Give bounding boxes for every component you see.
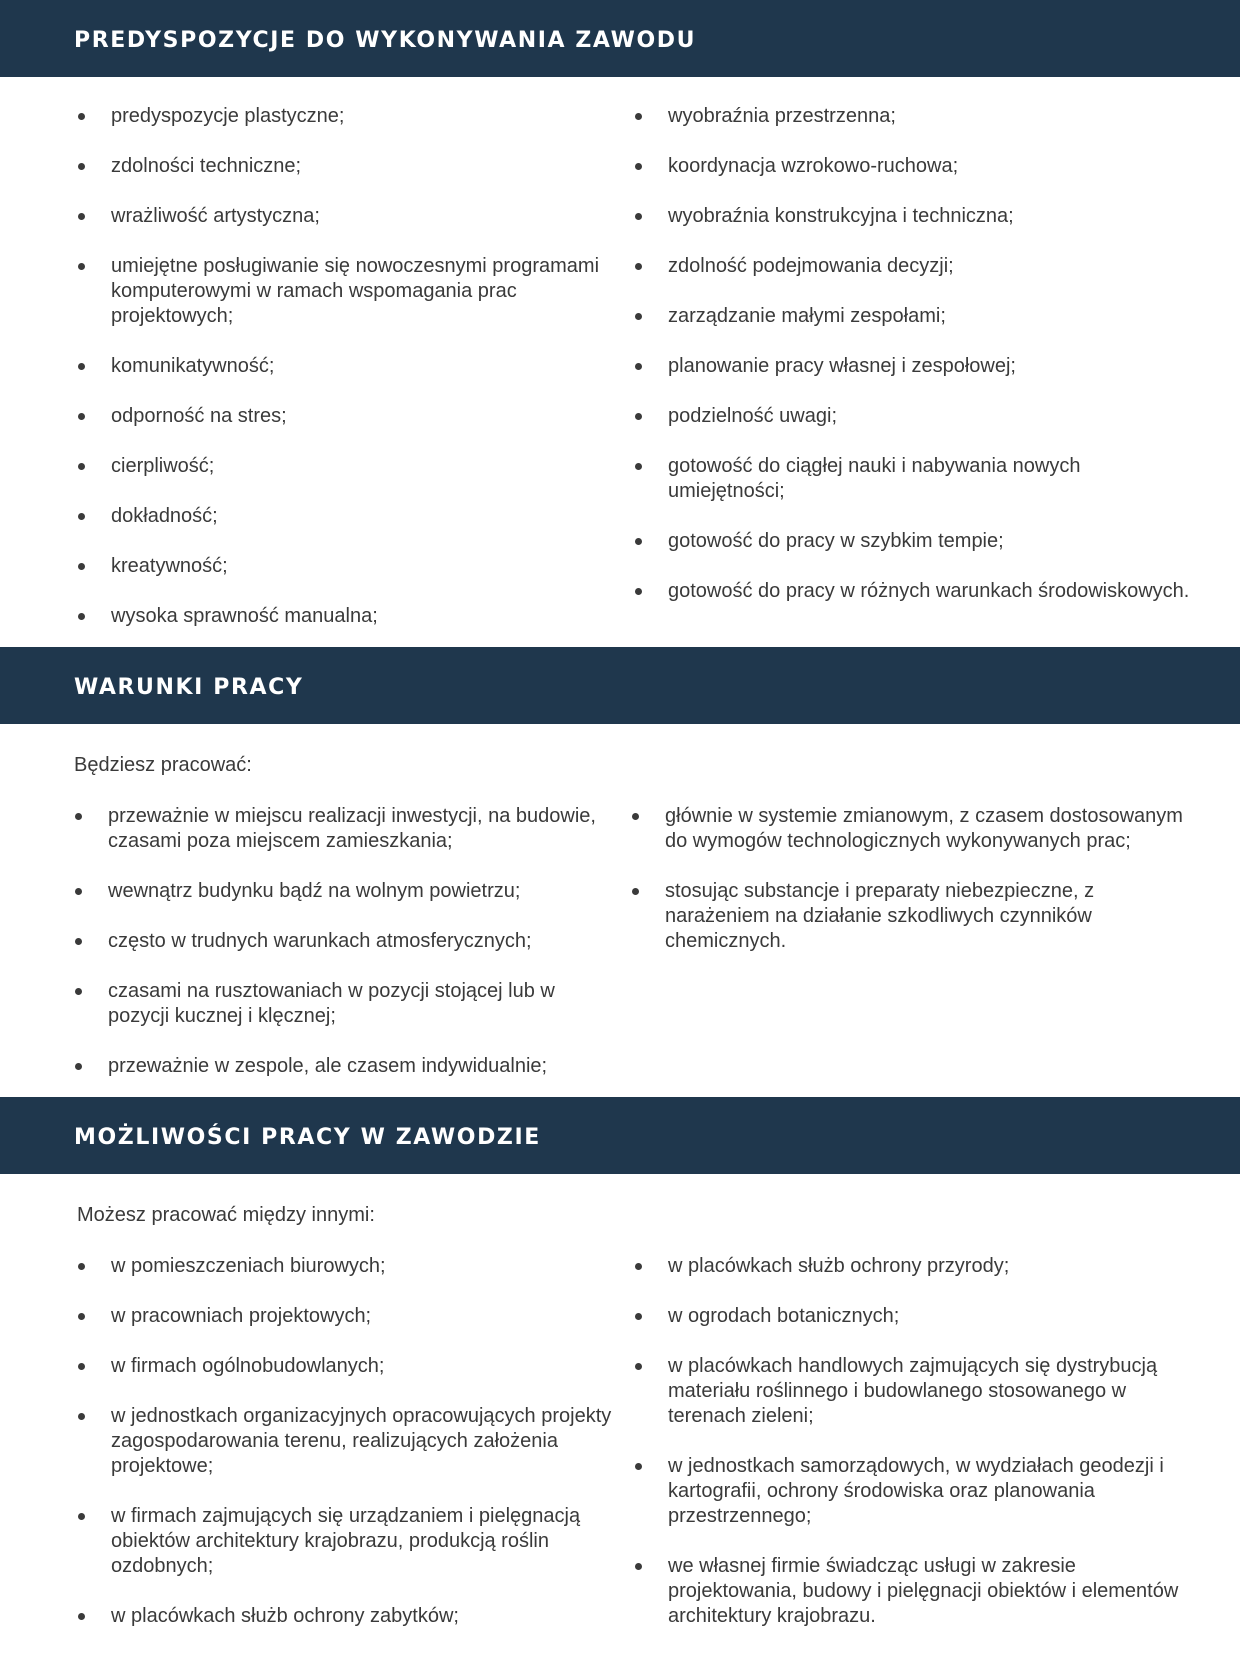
bullet-icon [635, 1363, 642, 1370]
warunki-intro: Będziesz pracować: [74, 754, 252, 776]
list-item-text: zarządzanie małymi zespołami; [668, 305, 946, 327]
list-item [633, 154, 1193, 179]
bullet-icon [78, 213, 85, 220]
list-item-text: przeważnie w zespole, ale czasem indywidualnie; [108, 1055, 548, 1077]
list-item-text: w placówkach służb ochrony przyrody; [668, 1255, 1010, 1277]
bullet-icon [635, 1313, 642, 1320]
list-item-text: umiejętne posługiwanie się nowoczesnymi programami komputerowymi w ramach wspomagania prac projektowych; [111, 255, 600, 327]
list-item [76, 404, 616, 429]
list-item [633, 1554, 1193, 1629]
list-item-text: w jednostkach organizacyjnych opracowujących projekty zagospodarowania terenu, realizujących założenia projektowe; [111, 1405, 612, 1477]
bullet-icon [635, 313, 642, 320]
bullet-icon [635, 463, 642, 470]
bullet-icon [78, 113, 85, 120]
list-item-text: wyobraźnia przestrzenna; [668, 105, 896, 127]
list-item [73, 879, 613, 904]
list-item [76, 1504, 616, 1579]
list-item-text: cierpliwość; [111, 455, 215, 477]
mozliwosci-intro: Możesz pracować między innymi: [77, 1204, 375, 1226]
list-item [633, 1454, 1193, 1529]
section-header-warunki [0, 647, 1240, 724]
section-header-predyspozycje [0, 0, 1240, 77]
list-item [73, 804, 613, 854]
list-item [76, 554, 616, 579]
list-item [76, 1304, 616, 1329]
bullet-icon [632, 888, 639, 895]
list-item [633, 304, 1193, 329]
list-item-text: w pomieszczeniach biurowych; [111, 1255, 386, 1277]
bullet-icon [78, 413, 85, 420]
list-item [633, 529, 1193, 554]
list-item [76, 104, 616, 129]
bullet-icon [635, 413, 642, 420]
list-item-text: gotowość do pracy w szybkim tempie; [668, 530, 1004, 552]
bullet-icon [635, 263, 642, 270]
list-item-text: koordynacja wzrokowo-ruchowa; [668, 155, 959, 177]
bullet-icon [78, 613, 85, 620]
list-item [633, 1254, 1193, 1279]
list-item [76, 454, 616, 479]
list-item-text: wewnątrz budynku bądź na wolnym powietrzu; [108, 880, 521, 902]
list-item [76, 254, 616, 329]
bullet-icon [78, 263, 85, 270]
bullet-icon [78, 1263, 85, 1270]
bullet-icon [78, 513, 85, 520]
bullet-icon [635, 1563, 642, 1570]
list-item [73, 1054, 613, 1079]
bullet-icon [78, 463, 85, 470]
list-item-text: w firmach zajmujących się urządzaniem i pielęgnacją obiektów architektury krajobrazu, produkcją roślin ozdobnych; [111, 1505, 581, 1577]
list-item [633, 404, 1193, 429]
list-item-text: w pracowniach projektowych; [111, 1305, 372, 1327]
predyspozycje-list-right [633, 104, 1193, 629]
section-header-mozliwosci [0, 1097, 1240, 1174]
list-item [633, 254, 1193, 279]
list-item-text: w placówkach handlowych zajmujących się dystrybucją materiału roślinnego i budowlanego stosowanego w terenach zieleni; [668, 1355, 1158, 1427]
mozliwosci-list-left [76, 1254, 616, 1654]
bullet-icon [78, 163, 85, 170]
mozliwosci-list-right [633, 1254, 1193, 1654]
bullet-icon [635, 213, 642, 220]
list-item [76, 1254, 616, 1279]
list-item-text: w placówkach służb ochrony zabytków; [111, 1605, 459, 1627]
list-item-text: predyspozycje plastyczne; [111, 105, 345, 127]
list-item [633, 354, 1193, 379]
list-item-text: wysoka sprawność manualna; [111, 605, 378, 627]
list-item [76, 1404, 616, 1479]
list-item-text: podzielność uwagi; [668, 405, 837, 427]
list-item-text: zdolność podejmowania decyzji; [668, 255, 954, 277]
bullet-icon [75, 888, 82, 895]
list-item [73, 929, 613, 954]
list-item [630, 804, 1190, 854]
bullet-icon [75, 988, 82, 995]
warunki-list-left [73, 804, 613, 1104]
section-title-warunki: WARUNKI PRACY [74, 675, 304, 700]
list-item [76, 504, 616, 529]
bullet-icon [78, 1413, 85, 1420]
bullet-icon [78, 1363, 85, 1370]
bullet-icon [635, 113, 642, 120]
list-item [76, 204, 616, 229]
bullet-icon [635, 588, 642, 595]
list-item-text: często w trudnych warunkach atmosferycznych; [108, 930, 532, 952]
bullet-icon [635, 163, 642, 170]
list-item-text: stosując substancje i preparaty niebezpieczne, z narażeniem na działanie szkodliwych czynników chemicznych. [665, 880, 1095, 952]
list-item-text: planowanie pracy własnej i zespołowej; [668, 355, 1016, 377]
list-item [76, 354, 616, 379]
list-item [630, 879, 1190, 954]
section-title-mozliwosci: MOŻLIWOŚCI PRACY W ZAWODZIE [74, 1125, 541, 1150]
list-item [633, 1354, 1193, 1429]
list-item [76, 1354, 616, 1379]
bullet-icon [632, 813, 639, 820]
bullet-icon [75, 938, 82, 945]
list-item-text: gotowość do ciągłej nauki i nabywania nowych umiejętności; [668, 455, 1081, 502]
list-item-text: w firmach ogólnobudowlanych; [111, 1355, 385, 1377]
list-item [633, 579, 1193, 604]
list-item [76, 154, 616, 179]
list-item-text: wrażliwość artystyczna; [111, 205, 320, 227]
list-item-text: przeważnie w miejscu realizacji inwestycji, na budowie, czasami poza miejscem zamieszkania; [108, 805, 596, 852]
list-item [633, 104, 1193, 129]
bullet-icon [78, 1513, 85, 1520]
list-item-text: komunikatywność; [111, 355, 275, 377]
bullet-icon [78, 363, 85, 370]
section-title-predyspozycje: PREDYSPOZYCJE DO WYKONYWANIA ZAWODU [74, 28, 697, 53]
list-item [633, 204, 1193, 229]
list-item-text: kreatywność; [111, 555, 228, 577]
list-item-text: dokładność; [111, 505, 218, 527]
list-item [76, 1604, 616, 1629]
list-item-text: w jednostkach samorządowych, w wydziałach geodezji i kartografii, ochrony środowiska oraz planowania przestrzennego; [668, 1455, 1164, 1527]
warunki-list-right [630, 804, 1190, 979]
bullet-icon [78, 1613, 85, 1620]
list-item [633, 1304, 1193, 1329]
list-item-text: głównie w systemie zmianowym, z czasem dostosowanym do wymogów technologicznych wykonywanych prac; [665, 805, 1183, 852]
bullet-icon [78, 1313, 85, 1320]
bullet-icon [635, 538, 642, 545]
bullet-icon [78, 563, 85, 570]
list-item-text: w ogrodach botanicznych; [668, 1305, 900, 1327]
list-item [633, 454, 1193, 504]
bullet-icon [75, 813, 82, 820]
list-item [76, 604, 616, 629]
predyspozycje-list-left [76, 104, 616, 654]
list-item-text: odporność na stres; [111, 405, 287, 427]
list-item-text: gotowość do pracy w różnych warunkach środowiskowych. [668, 580, 1190, 602]
list-item-text: zdolności techniczne; [111, 155, 302, 177]
bullet-icon [635, 363, 642, 370]
list-item-text: we własnej firmie świadcząc usługi w zakresie projektowania, budowy i pielęgnacji obiektów i elementów architektury krajobrazu. [668, 1555, 1179, 1627]
list-item [73, 979, 613, 1029]
bullet-icon [635, 1263, 642, 1270]
bullet-icon [75, 1063, 82, 1070]
list-item-text: czasami na rusztowaniach w pozycji stojącej lub w pozycji kucznej i klęcznej; [108, 980, 555, 1027]
bullet-icon [635, 1463, 642, 1470]
list-item-text: wyobraźnia konstrukcyjna i techniczna; [668, 205, 1014, 227]
